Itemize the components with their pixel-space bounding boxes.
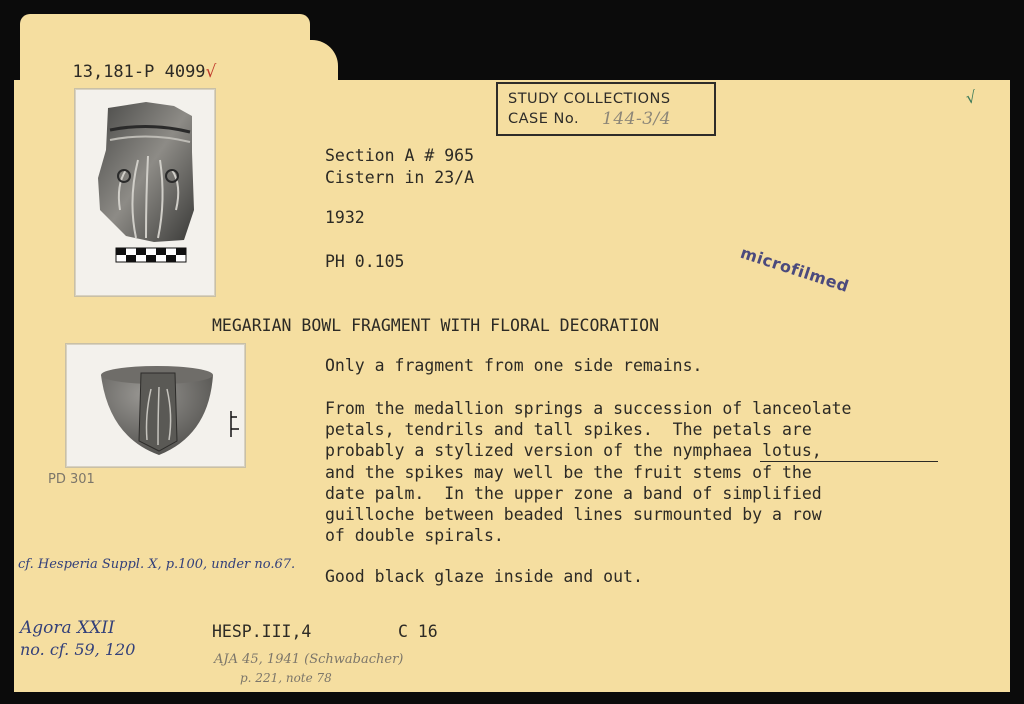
- note-aja-line-1: AJA 45, 1941 (Schwabacher): [214, 652, 404, 667]
- find-location: Cistern in 23/A: [325, 168, 475, 187]
- description-line: guilloche between beaded lines surmounted by a row: [325, 505, 822, 524]
- note-agora-line-2: no. cf. 59, 120: [20, 640, 136, 659]
- photo-label: PD 301: [48, 472, 95, 487]
- reference-hesperia: HESP.III,4: [212, 622, 312, 641]
- study-collections-stamp: [496, 82, 716, 136]
- description-line: of double spirals.: [325, 526, 504, 545]
- bowl-image: [67, 345, 244, 466]
- description-line: petals, tendrils and tall spikes. The petals are: [325, 420, 812, 439]
- note-agora-line-1: Agora XXII: [20, 618, 115, 638]
- description-paragraph-3: Good black glaze inside and out.: [325, 567, 643, 586]
- check-mark-green: √: [964, 87, 978, 108]
- stamp-line-2: CASE No.: [508, 111, 580, 127]
- excavation-year: 1932: [325, 208, 365, 227]
- photo-fragment: [75, 89, 215, 296]
- stamp-line-1: STUDY COLLECTIONS: [508, 91, 671, 107]
- note-hesperia-reference: cf. Hesperia Suppl. X, p.100, under no.67.: [18, 557, 296, 572]
- check-mark-red: √: [205, 62, 217, 82]
- description-line: date palm. In the upper zone a band of simplified: [325, 484, 822, 503]
- microfilmed-stamp: microfilmed: [738, 243, 852, 296]
- lotus-underline: [760, 461, 938, 462]
- accession-number: [52, 42, 216, 82]
- description-line: and the spikes may well be the fruit stems of the: [325, 463, 812, 482]
- photo-bowl-reconstruction: [66, 344, 245, 467]
- note-aja-line-2: p. 221, note 78: [240, 671, 332, 685]
- description-line: From the medallion springs a succession of lanceolate: [325, 399, 852, 418]
- description-paragraph-1: Only a fragment from one side remains.: [325, 356, 703, 375]
- object-title: MEGARIAN BOWL FRAGMENT WITH FLORAL DECORATION: [212, 316, 660, 335]
- dimension: PH 0.105: [325, 252, 405, 271]
- fragment-image: [76, 90, 214, 295]
- section-number: Section A # 965: [325, 146, 475, 165]
- stamp-case-number: 144-3/4: [602, 109, 672, 129]
- accession-text: 13,181-P 4099: [72, 62, 206, 82]
- description-line: probably a stylized version of the nymphaea lotus,: [325, 441, 822, 460]
- reference-code: C 16: [398, 622, 438, 641]
